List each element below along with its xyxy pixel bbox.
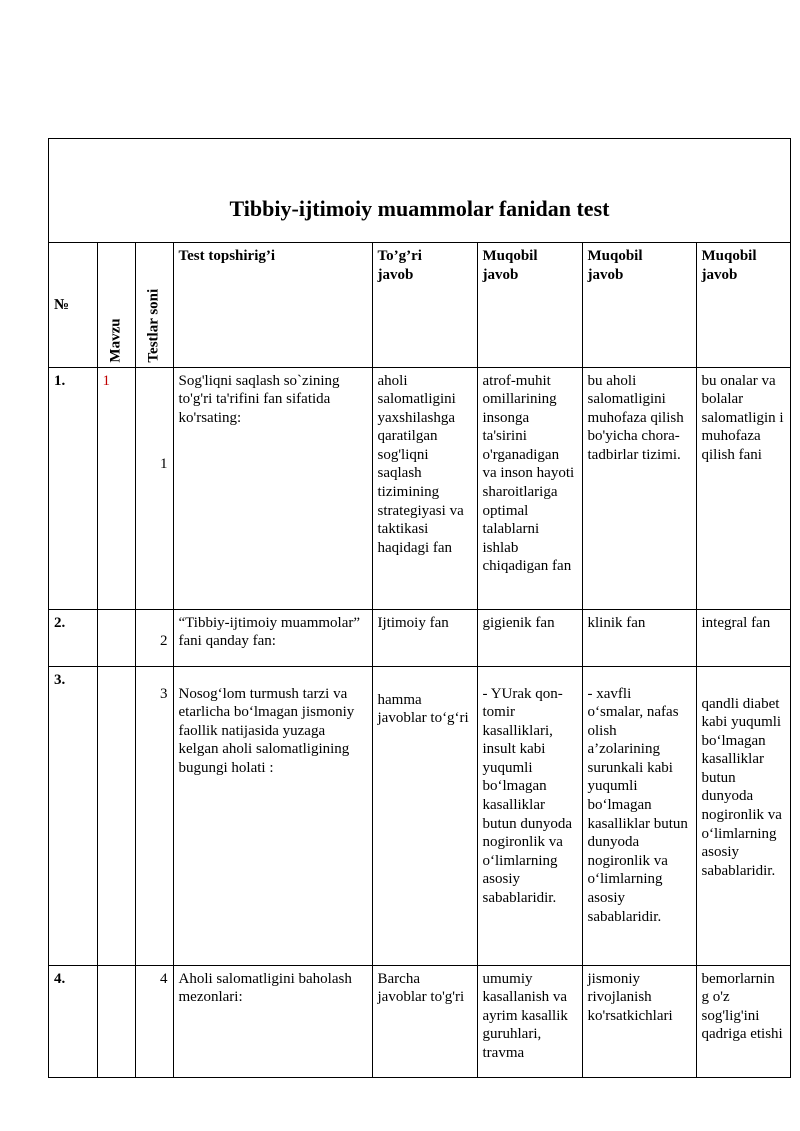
header-correct-answer: To’g’ri javob <box>372 243 477 367</box>
header-testlar-soni: Testlar soni <box>145 288 162 363</box>
row-test-count: 1 <box>135 367 173 609</box>
row-alternative-2: klinik fan <box>582 609 696 666</box>
row-task: Sog'liqni saqlash so`zining to'g'ri ta'rifini fan sifatida ko'rsating: <box>173 367 372 609</box>
row-correct-answer: aholi salomatligini yaxshilashga qaratilgan sog'liqni saqlash tizimining strategiyasi va taktikasi haqidagi fan <box>372 367 477 609</box>
row-alternative-1: gigienik fan <box>477 609 582 666</box>
row-mavzu: 1 <box>97 367 135 609</box>
row-alternative-3: qandli diabet kabi yuqumli bo‘lmagan kasalliklar butun dunyoda nogironlik va o‘limlarning asosiy sabablaridir. <box>696 666 790 965</box>
row-task: Aholi salomatligini baholash mezonlari: <box>173 965 372 1077</box>
row-task: “Tibbiy-ijtimoiy muammolar” fani qanday fan: <box>173 609 372 666</box>
row-number: 2. <box>49 609 97 666</box>
header-task: Test topshirig’i <box>173 243 372 367</box>
table-row <box>49 666 790 965</box>
row-test-count: 4 <box>135 965 173 1077</box>
table-row <box>49 965 790 1077</box>
header-alternative-2: Muqobil javob <box>582 243 696 367</box>
title-row <box>49 139 790 243</box>
document-title: Tibbiy-ijtimoiy muammolar fanidan test <box>229 196 610 221</box>
row-alternative-1: - YUrak qon-tomir kasalliklari, insult kabi yuqumli bo‘lmagan kasalliklar butun dunyoda nogironlik va o‘limlarning asosiy sabablaridir. <box>477 666 582 965</box>
header-testlar-soni-cell <box>135 243 173 367</box>
row-alternative-1: atrof-muhit omillarining insonga ta'sirini o'rganadigan va inson hayoti sharoitlariga optimal talablarni ishlab chiqadigan fan <box>477 367 582 609</box>
row-task: Nosog‘lom turmush tarzi va etarlicha bo‘lmagan jismoniy faollik natijasida yuzaga kelgan aholi salomatligining bugungi holati : <box>173 666 372 965</box>
row-mavzu <box>97 965 135 1077</box>
row-mavzu <box>97 666 135 965</box>
table-row <box>49 609 790 666</box>
header-number: № <box>49 243 97 367</box>
row-correct-answer: Ijtimoiy fan <box>372 609 477 666</box>
header-mavzu-cell <box>97 243 135 367</box>
row-alternative-3: bu onalar va bolalar salomatligin i muhofaza qilish fani <box>696 367 790 609</box>
row-alternative-2: jismoniy rivojlanish ko'rsatkichlari <box>582 965 696 1077</box>
header-alternative-3: Muqobil javob <box>696 243 790 367</box>
row-alternative-3: integral fan <box>696 609 790 666</box>
header-row <box>49 243 790 367</box>
test-document <box>48 138 791 1078</box>
row-number: 3. <box>49 666 97 965</box>
row-alternative-2: - xavfli o‘smalar, nafas olish a’zolarining surunkali kabi yuqumli bo‘lmagan kasalliklar butun dunyoda nogironlik va o‘limlarning asosiy sabablaridir. <box>582 666 696 965</box>
row-test-count: 3 <box>135 666 173 965</box>
row-alternative-2: bu aholi salomatligini muhofaza qilish bo'yicha chora-tadbirlar tizimi. <box>582 367 696 609</box>
header-alternative-1: Muqobil javob <box>477 243 582 367</box>
row-correct-answer: hamma javoblar to‘g‘ri <box>372 666 477 965</box>
test-table <box>49 243 790 1077</box>
row-alternative-3: bemorlarnin g o'z sog'lig'ini qadriga etishi <box>696 965 790 1077</box>
row-mavzu <box>97 609 135 666</box>
row-number: 4. <box>49 965 97 1077</box>
header-mavzu: Mavzu <box>107 318 124 363</box>
row-number: 1. <box>49 367 97 609</box>
row-correct-answer: Barcha javoblar to'g'ri <box>372 965 477 1077</box>
row-alternative-1: umumiy kasallanish va ayrim kasallik guruhlari, travma <box>477 965 582 1077</box>
row-test-count: 2 <box>135 609 173 666</box>
table-row <box>49 367 790 609</box>
